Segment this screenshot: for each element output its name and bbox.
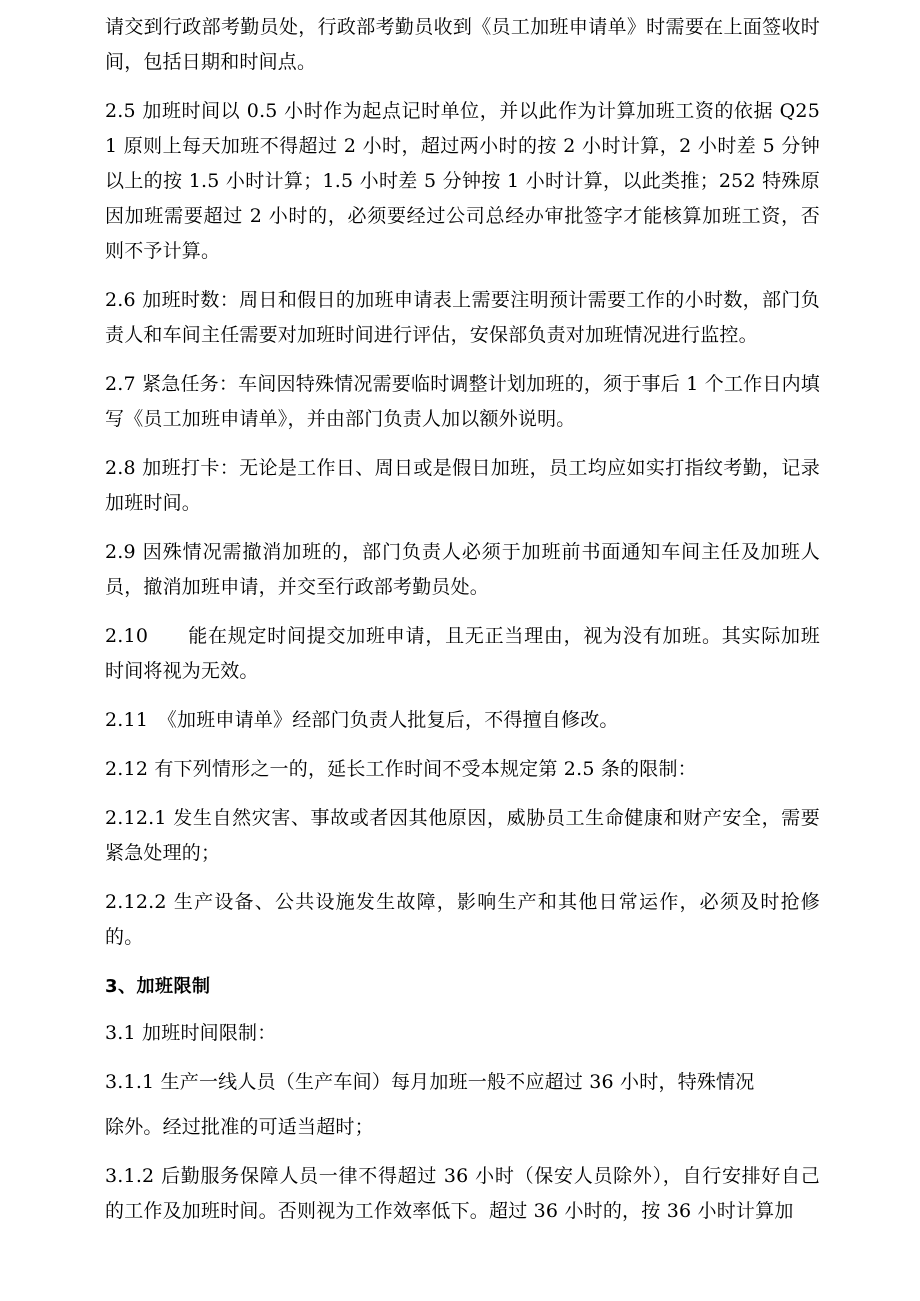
paragraph-2-7: 2.7 紧急任务：车间因特殊情况需要临时调整计划加班的，须于事后 1 个工作日内填写《员工加班申请单》，并由部门负责人加以额外说明。	[105, 373, 820, 430]
paragraph-2-12-2: 2.12.2 生产设备、公共设施发生故障，影响生产和其他日常运作，必须及时抢修的。	[105, 891, 820, 948]
paragraph-3-1-1: 3.1.1 生产一线人员（生产车间）每月加班一般不应超过 36 小时，特殊情况	[105, 1071, 755, 1093]
paragraph-2-8: 2.8 加班打卡：无论是工作日、周日或是假日加班，员工均应如实打指纹考勤，记录加班时间。	[105, 457, 820, 514]
paragraph-2-10: 2.10 能在规定时间提交加班申请，且无正当理由，视为没有加班。其实际加班时间将视为无效。	[105, 625, 820, 682]
paragraph-2-12: 2.12 有下列情形之一的，延长工作时间不受本规定第 2.5 条的限制：	[105, 758, 697, 780]
section-heading: 3、加班限制	[105, 976, 211, 997]
paragraph-2-6: 2.6 加班时数：周日和假日的加班申请表上需要注明预计需要工作的小时数，部门负责人和车间主任需要对加班时间进行评估，安保部负责对加班情况进行监控。	[105, 289, 820, 346]
paragraph-2-11: 2.11 《加班申请单》经部门负责人批复后，不得擅自修改。	[105, 709, 619, 731]
paragraph-3-1: 3.1 加班时间限制：	[105, 1022, 277, 1044]
document-body	[105, 10, 820, 1243]
paragraph-2-12-1: 2.12.1 发生自然灾害、事故或者因其他原因，威胁员工生命健康和财产安全，需要紧急处理的；	[105, 807, 820, 864]
paragraph-continuation: 请交到行政部考勤员处，行政部考勤员收到《员工加班申请单》时需要在上面签收时间，包括日期和时间点。	[105, 16, 820, 73]
paragraph-2-5: 2.5 加班时间以 0.5 小时作为起点记时单位，并以此作为计算加班工资的依据 Q251 原则上每天加班不得超过 2 小时，超过两小时的按 2 小时计算，2 小时差 5 分钟以上的按 1.5 小时计算；1.5 小时差 5 分钟按 1 小时计算，以此类推；252 特殊原因加班需要超过 2 小时的，必须要经过公司总经办审批签字才能核算加班工资，否则不予计算。	[105, 100, 820, 262]
paragraph-2-9: 2.9 因殊情况需撤消加班的，部门负责人必须于加班前书面通知车间主任及加班人员，撤消加班申请，并交至行政部考勤员处。	[105, 541, 820, 598]
paragraph-3-1-2: 3.1.2 后勤服务保障人员一律不得超过 36 小时（保安人员除外），自行安排好自己的工作及加班时间。否则视为工作效率低下。超过 36 小时的，按 36 小时计算加	[105, 1165, 820, 1222]
paragraph-3-1-1-continued: 除外。经过批准的可适当超时；	[105, 1116, 374, 1138]
